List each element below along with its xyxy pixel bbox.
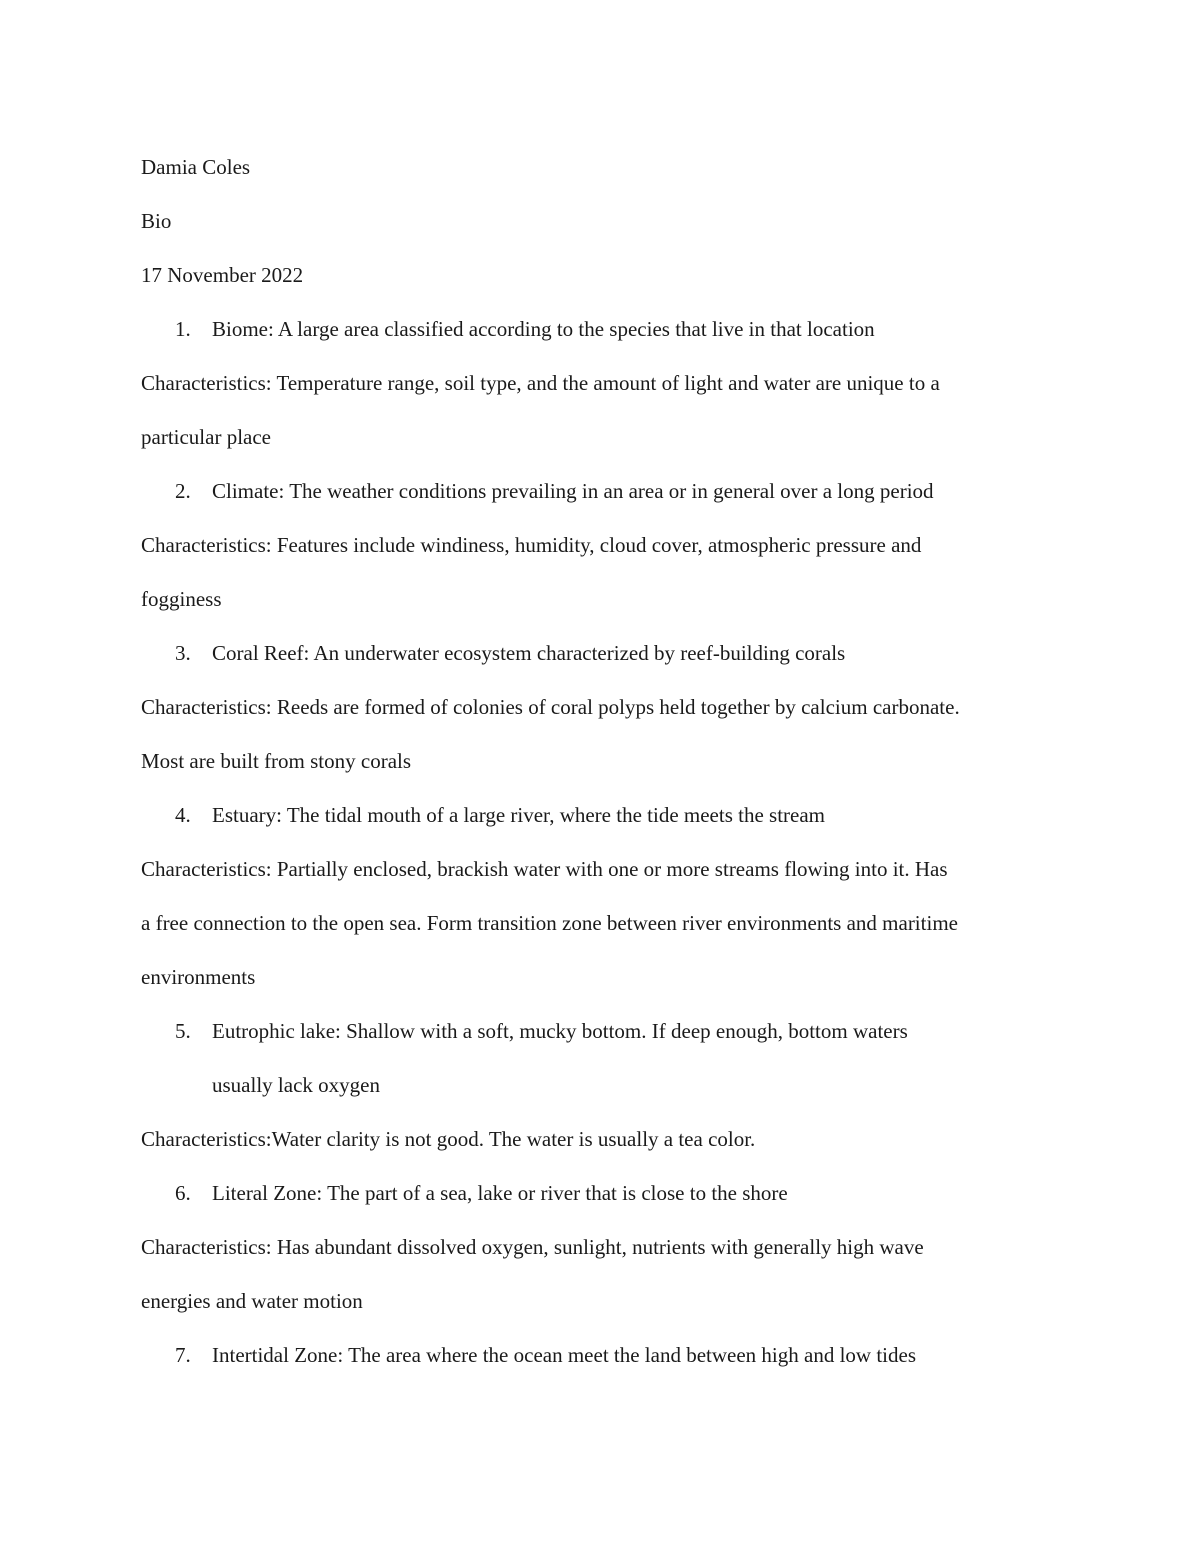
list-number: 7.: [175, 1343, 191, 1367]
characteristics-line: Characteristics: Temperature range, soil type, and the amount of light and water are unique to a: [141, 371, 940, 395]
definition-text: Estuary: The tidal mouth of a large river, where the tide meets the stream: [212, 803, 826, 827]
document-date: 17 November 2022: [141, 263, 304, 287]
author-name: Damia Coles: [141, 155, 251, 179]
document-body: [141, 140, 1071, 1382]
characteristics-line: energies and water motion: [141, 1289, 363, 1313]
characteristics-line: environments: [141, 965, 256, 989]
characteristics-line: Characteristics: Features include windiness, humidity, cloud cover, atmospheric pressure and: [141, 533, 922, 557]
list-number: 3.: [175, 641, 191, 665]
definition-text: Literal Zone: The part of a sea, lake or river that is close to the shore: [212, 1181, 788, 1205]
definition-text: Eutrophic lake: Shallow with a soft, mucky bottom. If deep enough, bottom waters: [212, 1019, 908, 1043]
definition-text: Climate: The weather conditions prevailing in an area or in general over a long period: [212, 479, 934, 503]
characteristics-line: fogginess: [141, 587, 222, 611]
characteristics-line: particular place: [141, 425, 271, 449]
list-item-eutrophic-lake: [141, 1004, 1071, 1058]
list-item-biome: [141, 302, 1071, 356]
list-item-literal-zone: [141, 1166, 1071, 1220]
course-name: Bio: [141, 209, 172, 233]
characteristics-line: Characteristics: Has abundant dissolved oxygen, sunlight, nutrients with generally high wave: [141, 1235, 924, 1259]
definition-text: Coral Reef: An underwater ecosystem characterized by reef-building corals: [212, 641, 846, 665]
list-number: 4.: [175, 803, 191, 827]
characteristics-line: Characteristics: Reeds are formed of colonies of coral polyps held together by calcium carbonate.: [141, 695, 960, 719]
definition-text: Intertidal Zone: The area where the ocean meet the land between high and low tides: [212, 1343, 916, 1367]
characteristics-line: Characteristics: Partially enclosed, brackish water with one or more streams flowing into it. Has: [141, 857, 948, 881]
list-number: 1.: [175, 317, 191, 341]
characteristics-line: a free connection to the open sea. Form transition zone between river environments and maritime: [141, 911, 958, 935]
list-number: 6.: [175, 1181, 191, 1205]
list-number: 5.: [175, 1019, 191, 1043]
list-item-climate: [141, 464, 1071, 518]
characteristics-line: Characteristics:Water clarity is not good. The water is usually a tea color.: [141, 1127, 756, 1151]
list-item-coral-reef: [141, 626, 1071, 680]
list-number: 2.: [175, 479, 191, 503]
list-item-intertidal-zone: [141, 1328, 1071, 1382]
list-item-estuary: [141, 788, 1071, 842]
definition-text-continued: usually lack oxygen: [212, 1073, 380, 1097]
characteristics-line: Most are built from stony corals: [141, 749, 412, 773]
list-item-continuation: [141, 1058, 1071, 1112]
definition-text: Biome: A large area classified according to the species that live in that location: [212, 317, 875, 341]
